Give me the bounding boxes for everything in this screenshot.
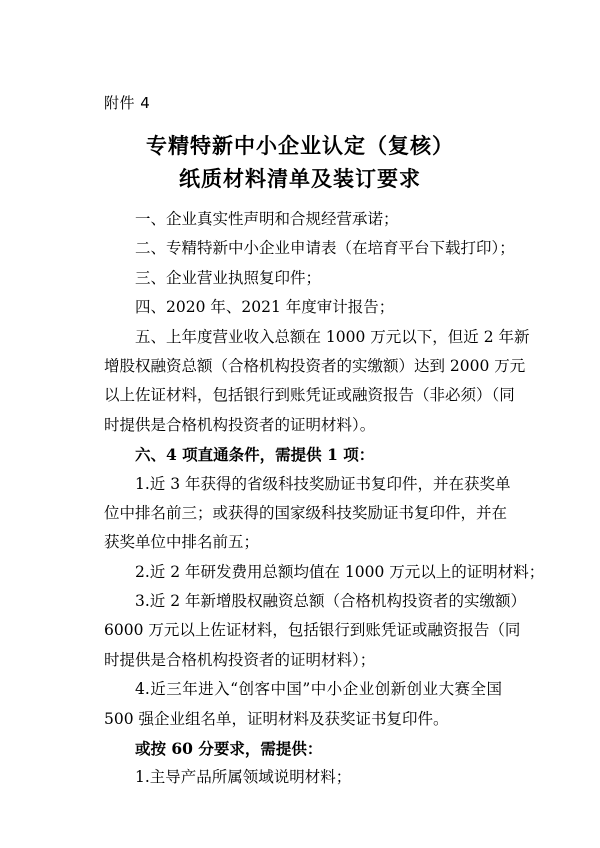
item-5-line-2: 增股权融资总额（合格机构投资者的实缴额）达到 2000 万元 [104, 356, 526, 375]
item-5-line-4: 时提供是合格机构投资者的证明材料）。 [104, 415, 376, 434]
item-3-line: 三、企业营业执照复印件； [135, 268, 322, 287]
document-body [104, 205, 545, 793]
item-6-heading: 六、4 项直通条件，需提供 1 项： [135, 445, 375, 465]
title-line-1: 专精特新中小企业认定（复核） [146, 133, 454, 158]
title-line-2: 纸质材料清单及装订要求 [179, 166, 421, 191]
item-5-line-1: 五、上年度营业收入总额在 1000 万元以下，但近 2 年新 [135, 327, 530, 346]
item-6-3-line-3: 时提供是合格机构投资者的证明材料）； [104, 650, 376, 669]
item-2-line: 二、专精特新中小企业申请表（在培育平台下载打印）； [135, 239, 515, 258]
item-1-line: 一、企业真实性声明和合规经营承诺； [135, 210, 399, 228]
alt-item-1-line: 1.主导产品所属领域说明材料； [135, 768, 352, 787]
item-6-1-line-2: 位中排名前三；或获得的国家级科技奖励证书复印件，并在 [104, 503, 508, 522]
item-6-3-line-2: 6000 万元以上佐证材料，包括银行到账凭证或融资报告（同 [104, 621, 521, 640]
item-6-4-line-1: 4.近三年进入“创客中国”中小企业创新创业大赛全国 [135, 680, 502, 699]
alt-60-points-heading: 或按 60 分要求，需提供： [135, 739, 323, 759]
item-5-line-3: 以上佐证材料，包括银行到账凭证或融资报告（非必须）（同 [104, 386, 515, 405]
item-6-1-line-1: 1.近 3 年获得的省级科技奖励证书复印件，并在获奖单 [135, 474, 511, 493]
item-6-3-line-1: 3.近 2 年新增股权融资总额（合格机构投资者的实缴额） [135, 592, 527, 611]
item-6-2-line: 2.近 2 年研发费用总额均值在 1000 万元以上的证明材料； [135, 562, 545, 581]
item-6-1-line-3: 获奖单位中排名前五； [104, 533, 260, 552]
item-6-4-line-2: 500 强企业组名单，证明材料及获奖证书复印件。 [104, 709, 449, 728]
item-4-line: 四、2020 年、2021 年度审计报告； [135, 298, 395, 317]
attachment-label: 附件 4 [104, 94, 151, 112]
